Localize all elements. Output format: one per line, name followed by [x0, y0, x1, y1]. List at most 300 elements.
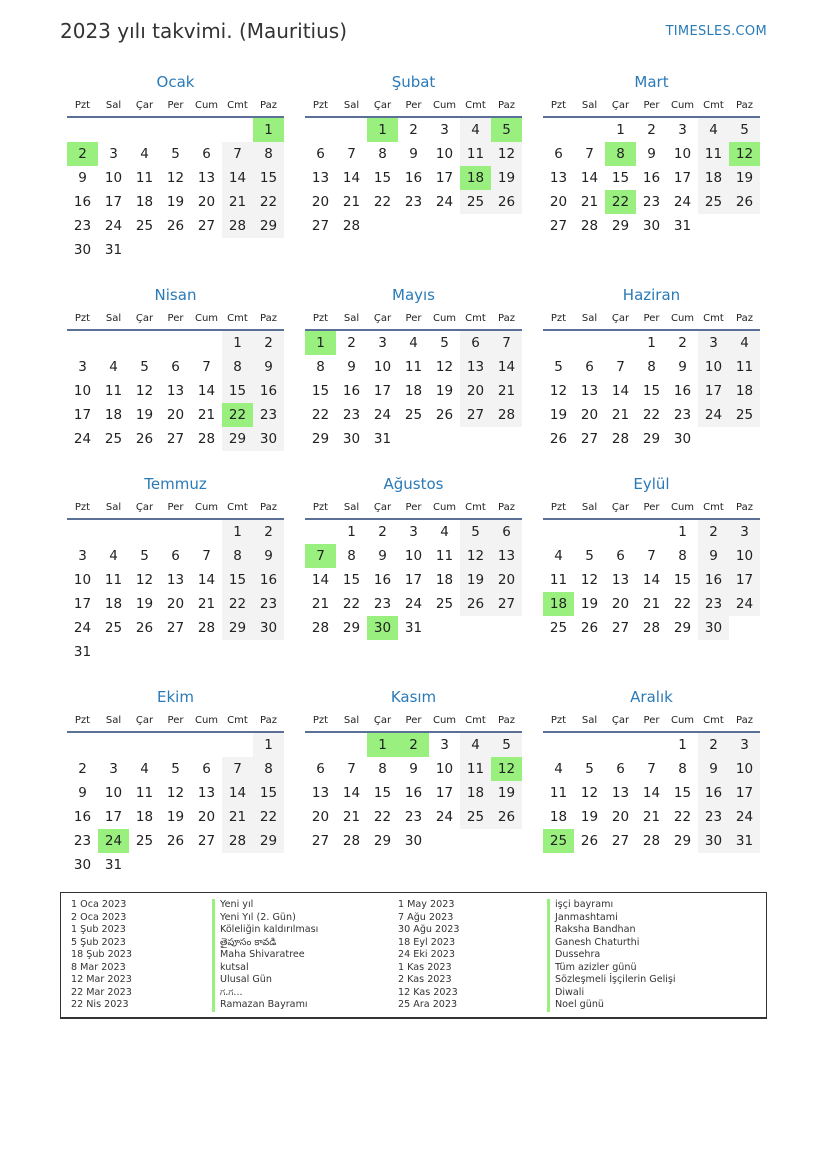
- day[interactable]: 13: [311, 170, 330, 186]
- day[interactable]: 18: [435, 572, 454, 588]
- day[interactable]: 20: [549, 194, 568, 210]
- day[interactable]: 8: [647, 359, 656, 375]
- day[interactable]: 4: [409, 335, 418, 351]
- day[interactable]: 31: [104, 857, 123, 873]
- holiday-day[interactable]: 5: [491, 118, 522, 142]
- day[interactable]: 31: [373, 431, 392, 447]
- day[interactable]: 6: [202, 761, 211, 777]
- day[interactable]: 6: [554, 146, 563, 162]
- day[interactable]: 24: [673, 194, 692, 210]
- day[interactable]: 4: [698, 118, 729, 142]
- day[interactable]: 19: [580, 596, 599, 612]
- day[interactable]: 27: [166, 620, 185, 636]
- day[interactable]: 29: [673, 620, 692, 636]
- day[interactable]: 22: [342, 596, 361, 612]
- day[interactable]: 25: [435, 596, 454, 612]
- day[interactable]: 9: [647, 146, 656, 162]
- day[interactable]: 20: [611, 596, 630, 612]
- day[interactable]: 28: [342, 833, 361, 849]
- day[interactable]: 18: [135, 194, 154, 210]
- day[interactable]: 6: [171, 548, 180, 564]
- day[interactable]: 2: [698, 520, 729, 544]
- day[interactable]: 15: [253, 781, 284, 805]
- day[interactable]: 29: [373, 833, 392, 849]
- day[interactable]: 24: [404, 596, 423, 612]
- day[interactable]: 12: [580, 572, 599, 588]
- day[interactable]: 10: [404, 548, 423, 564]
- day[interactable]: 28: [342, 218, 361, 234]
- day[interactable]: 29: [222, 616, 253, 640]
- day[interactable]: 20: [166, 407, 185, 423]
- day[interactable]: 17: [435, 785, 454, 801]
- day[interactable]: 25: [104, 620, 123, 636]
- day[interactable]: 12: [166, 785, 185, 801]
- day[interactable]: 14: [580, 170, 599, 186]
- day[interactable]: 13: [166, 572, 185, 588]
- day[interactable]: 5: [140, 359, 149, 375]
- brand-link[interactable]: TIMESLES.COM: [665, 24, 767, 39]
- day[interactable]: 29: [311, 431, 330, 447]
- day[interactable]: 19: [135, 407, 154, 423]
- day[interactable]: 3: [109, 761, 118, 777]
- day[interactable]: 15: [311, 383, 330, 399]
- day[interactable]: 31: [73, 644, 92, 660]
- day[interactable]: 8: [678, 761, 687, 777]
- day[interactable]: 17: [673, 170, 692, 186]
- day[interactable]: 26: [580, 833, 599, 849]
- day[interactable]: 3: [378, 335, 387, 351]
- day[interactable]: 31: [404, 620, 423, 636]
- day[interactable]: 26: [460, 592, 491, 616]
- day[interactable]: 2: [409, 122, 418, 138]
- day[interactable]: 18: [135, 809, 154, 825]
- day[interactable]: 1: [222, 331, 253, 355]
- day[interactable]: 17: [104, 809, 123, 825]
- day[interactable]: 13: [166, 383, 185, 399]
- day[interactable]: 7: [347, 146, 356, 162]
- day[interactable]: 6: [171, 359, 180, 375]
- day[interactable]: 26: [580, 620, 599, 636]
- day[interactable]: 19: [580, 809, 599, 825]
- day[interactable]: 4: [460, 118, 491, 142]
- day[interactable]: 28: [580, 218, 599, 234]
- holiday-day[interactable]: 8: [605, 142, 636, 166]
- day[interactable]: 15: [673, 572, 692, 588]
- day[interactable]: 30: [73, 242, 92, 258]
- day[interactable]: 1: [678, 737, 687, 753]
- day[interactable]: 10: [104, 785, 123, 801]
- day[interactable]: 7: [222, 142, 253, 166]
- day[interactable]: 11: [460, 142, 491, 166]
- day[interactable]: 23: [698, 592, 729, 616]
- day[interactable]: 4: [440, 524, 449, 540]
- day[interactable]: 9: [409, 761, 418, 777]
- day[interactable]: 12: [460, 544, 491, 568]
- day[interactable]: 7: [647, 761, 656, 777]
- day[interactable]: 9: [678, 359, 687, 375]
- day[interactable]: 22: [673, 596, 692, 612]
- day[interactable]: 12: [135, 572, 154, 588]
- day[interactable]: 26: [435, 407, 454, 423]
- day[interactable]: 22: [253, 190, 284, 214]
- day[interactable]: 7: [202, 548, 211, 564]
- day[interactable]: 25: [135, 218, 154, 234]
- day[interactable]: 23: [673, 407, 692, 423]
- day[interactable]: 28: [311, 620, 330, 636]
- day[interactable]: 14: [222, 166, 253, 190]
- day[interactable]: 19: [491, 781, 522, 805]
- day[interactable]: 13: [580, 383, 599, 399]
- day[interactable]: 26: [135, 620, 154, 636]
- day[interactable]: 9: [409, 146, 418, 162]
- day[interactable]: 24: [73, 620, 92, 636]
- day[interactable]: 7: [647, 548, 656, 564]
- day[interactable]: 9: [78, 170, 87, 186]
- day[interactable]: 2: [78, 761, 87, 777]
- day[interactable]: 11: [104, 383, 123, 399]
- day[interactable]: 24: [729, 805, 760, 829]
- day[interactable]: 1: [347, 524, 356, 540]
- day[interactable]: 4: [140, 761, 149, 777]
- day[interactable]: 11: [135, 170, 154, 186]
- day[interactable]: 15: [673, 785, 692, 801]
- day[interactable]: 16: [253, 568, 284, 592]
- day[interactable]: 13: [311, 785, 330, 801]
- day[interactable]: 20: [197, 809, 216, 825]
- day[interactable]: 2: [678, 335, 687, 351]
- day[interactable]: 6: [316, 146, 325, 162]
- day[interactable]: 10: [698, 355, 729, 379]
- day[interactable]: 5: [491, 733, 522, 757]
- day[interactable]: 19: [549, 407, 568, 423]
- day[interactable]: 28: [222, 829, 253, 853]
- day[interactable]: 9: [253, 544, 284, 568]
- day[interactable]: 31: [104, 242, 123, 258]
- day[interactable]: 5: [171, 761, 180, 777]
- holiday-day[interactable]: 22: [605, 190, 636, 214]
- day[interactable]: 23: [698, 805, 729, 829]
- day[interactable]: 14: [197, 572, 216, 588]
- day[interactable]: 9: [698, 757, 729, 781]
- holiday-day[interactable]: 1: [367, 118, 398, 142]
- day[interactable]: 12: [435, 359, 454, 375]
- day[interactable]: 24: [435, 194, 454, 210]
- day[interactable]: 25: [460, 190, 491, 214]
- day[interactable]: 12: [491, 142, 522, 166]
- day[interactable]: 10: [673, 146, 692, 162]
- holiday-day[interactable]: 7: [305, 544, 336, 568]
- day[interactable]: 13: [491, 544, 522, 568]
- day[interactable]: 1: [253, 733, 284, 757]
- day[interactable]: 27: [311, 833, 330, 849]
- day[interactable]: 15: [373, 170, 392, 186]
- day[interactable]: 4: [140, 146, 149, 162]
- day[interactable]: 16: [404, 170, 423, 186]
- day[interactable]: 3: [78, 359, 87, 375]
- day[interactable]: 4: [554, 761, 563, 777]
- day[interactable]: 21: [342, 194, 361, 210]
- day[interactable]: 8: [316, 359, 325, 375]
- day[interactable]: 29: [253, 214, 284, 238]
- day[interactable]: 18: [549, 809, 568, 825]
- day[interactable]: 24: [435, 809, 454, 825]
- day[interactable]: 1: [222, 520, 253, 544]
- day[interactable]: 20: [580, 407, 599, 423]
- day[interactable]: 31: [673, 218, 692, 234]
- day[interactable]: 21: [491, 379, 522, 403]
- day[interactable]: 24: [104, 218, 123, 234]
- day[interactable]: 7: [616, 359, 625, 375]
- day[interactable]: 15: [222, 379, 253, 403]
- day[interactable]: 4: [109, 359, 118, 375]
- day[interactable]: 27: [460, 403, 491, 427]
- day[interactable]: 14: [611, 383, 630, 399]
- day[interactable]: 6: [585, 359, 594, 375]
- day[interactable]: 11: [460, 757, 491, 781]
- day[interactable]: 7: [491, 331, 522, 355]
- day[interactable]: 24: [729, 592, 760, 616]
- day[interactable]: 16: [698, 781, 729, 805]
- day[interactable]: 29: [611, 218, 630, 234]
- day[interactable]: 5: [140, 548, 149, 564]
- day[interactable]: 2: [253, 331, 284, 355]
- day[interactable]: 3: [698, 331, 729, 355]
- day[interactable]: 28: [491, 403, 522, 427]
- day[interactable]: 29: [342, 620, 361, 636]
- day[interactable]: 24: [698, 403, 729, 427]
- day[interactable]: 30: [253, 427, 284, 451]
- holiday-day[interactable]: 30: [367, 616, 398, 640]
- day[interactable]: 24: [373, 407, 392, 423]
- day[interactable]: 21: [580, 194, 599, 210]
- day[interactable]: 23: [253, 403, 284, 427]
- day[interactable]: 21: [611, 407, 630, 423]
- day[interactable]: 29: [222, 427, 253, 451]
- day[interactable]: 9: [378, 548, 387, 564]
- day[interactable]: 7: [585, 146, 594, 162]
- day[interactable]: 12: [135, 383, 154, 399]
- day[interactable]: 19: [491, 166, 522, 190]
- day[interactable]: 16: [673, 383, 692, 399]
- day[interactable]: 6: [616, 548, 625, 564]
- day[interactable]: 23: [404, 809, 423, 825]
- day[interactable]: 7: [347, 761, 356, 777]
- day[interactable]: 1: [678, 524, 687, 540]
- day[interactable]: 9: [698, 544, 729, 568]
- day[interactable]: 30: [253, 616, 284, 640]
- day[interactable]: 10: [104, 170, 123, 186]
- day[interactable]: 2: [253, 520, 284, 544]
- day[interactable]: 30: [404, 833, 423, 849]
- day[interactable]: 9: [253, 355, 284, 379]
- day[interactable]: 20: [611, 809, 630, 825]
- day[interactable]: 10: [729, 757, 760, 781]
- day[interactable]: 27: [611, 620, 630, 636]
- day[interactable]: 29: [642, 431, 661, 447]
- day[interactable]: 22: [253, 805, 284, 829]
- day[interactable]: 27: [311, 218, 330, 234]
- day[interactable]: 9: [347, 359, 356, 375]
- day[interactable]: 27: [166, 431, 185, 447]
- day[interactable]: 8: [222, 544, 253, 568]
- day[interactable]: 15: [642, 383, 661, 399]
- day[interactable]: 16: [342, 383, 361, 399]
- day[interactable]: 22: [673, 809, 692, 825]
- day[interactable]: 26: [491, 805, 522, 829]
- day[interactable]: 2: [647, 122, 656, 138]
- day[interactable]: 29: [673, 833, 692, 849]
- day[interactable]: 7: [222, 757, 253, 781]
- day[interactable]: 6: [460, 331, 491, 355]
- day[interactable]: 11: [435, 548, 454, 564]
- day[interactable]: 19: [166, 809, 185, 825]
- day[interactable]: 20: [460, 379, 491, 403]
- day[interactable]: 20: [197, 194, 216, 210]
- day[interactable]: 5: [729, 118, 760, 142]
- day[interactable]: 10: [73, 572, 92, 588]
- holiday-day[interactable]: 12: [729, 142, 760, 166]
- day[interactable]: 20: [311, 809, 330, 825]
- day[interactable]: 23: [373, 596, 392, 612]
- day[interactable]: 20: [491, 568, 522, 592]
- day[interactable]: 3: [109, 146, 118, 162]
- day[interactable]: 3: [78, 548, 87, 564]
- day[interactable]: 23: [342, 407, 361, 423]
- day[interactable]: 16: [373, 572, 392, 588]
- holiday-day[interactable]: 18: [460, 166, 491, 190]
- holiday-day[interactable]: 12: [491, 757, 522, 781]
- day[interactable]: 14: [197, 383, 216, 399]
- day[interactable]: 13: [197, 170, 216, 186]
- holiday-day[interactable]: 24: [98, 829, 129, 853]
- day[interactable]: 20: [311, 194, 330, 210]
- day[interactable]: 14: [642, 785, 661, 801]
- day[interactable]: 26: [549, 431, 568, 447]
- day[interactable]: 19: [166, 194, 185, 210]
- day[interactable]: 27: [611, 833, 630, 849]
- day[interactable]: 11: [549, 572, 568, 588]
- day[interactable]: 4: [729, 331, 760, 355]
- day[interactable]: 28: [642, 833, 661, 849]
- day[interactable]: 27: [549, 218, 568, 234]
- day[interactable]: 15: [373, 785, 392, 801]
- day[interactable]: 18: [460, 781, 491, 805]
- day[interactable]: 5: [171, 146, 180, 162]
- day[interactable]: 21: [197, 596, 216, 612]
- day[interactable]: 13: [197, 785, 216, 801]
- day[interactable]: 8: [253, 757, 284, 781]
- day[interactable]: 13: [611, 572, 630, 588]
- day[interactable]: 3: [678, 122, 687, 138]
- holiday-day[interactable]: 22: [222, 403, 253, 427]
- day[interactable]: 25: [698, 190, 729, 214]
- day[interactable]: 17: [435, 170, 454, 186]
- day[interactable]: 28: [642, 620, 661, 636]
- day[interactable]: 22: [642, 407, 661, 423]
- day[interactable]: 30: [698, 616, 729, 640]
- day[interactable]: 16: [73, 194, 92, 210]
- day[interactable]: 19: [135, 596, 154, 612]
- day[interactable]: 27: [580, 431, 599, 447]
- day[interactable]: 2: [347, 335, 356, 351]
- day[interactable]: 29: [253, 829, 284, 853]
- holiday-day[interactable]: 2: [398, 733, 429, 757]
- day[interactable]: 2: [698, 733, 729, 757]
- day[interactable]: 4: [554, 548, 563, 564]
- day[interactable]: 6: [616, 761, 625, 777]
- day[interactable]: 10: [373, 359, 392, 375]
- day[interactable]: 12: [166, 170, 185, 186]
- day[interactable]: 17: [73, 596, 92, 612]
- day[interactable]: 11: [135, 785, 154, 801]
- day[interactable]: 17: [729, 781, 760, 805]
- day[interactable]: 21: [311, 596, 330, 612]
- day[interactable]: 6: [316, 761, 325, 777]
- day[interactable]: 21: [342, 809, 361, 825]
- day[interactable]: 5: [440, 335, 449, 351]
- day[interactable]: 25: [104, 431, 123, 447]
- day[interactable]: 2: [378, 524, 387, 540]
- day[interactable]: 14: [311, 572, 330, 588]
- day[interactable]: 22: [222, 592, 253, 616]
- day[interactable]: 22: [373, 809, 392, 825]
- day[interactable]: 26: [166, 218, 185, 234]
- day[interactable]: 16: [698, 568, 729, 592]
- day[interactable]: 25: [460, 805, 491, 829]
- day[interactable]: 8: [347, 548, 356, 564]
- day[interactable]: 30: [642, 218, 661, 234]
- day[interactable]: 13: [549, 170, 568, 186]
- day[interactable]: 11: [549, 785, 568, 801]
- day[interactable]: 18: [729, 379, 760, 403]
- day[interactable]: 17: [73, 407, 92, 423]
- day[interactable]: 5: [585, 548, 594, 564]
- day[interactable]: 7: [202, 359, 211, 375]
- day[interactable]: 18: [404, 383, 423, 399]
- day[interactable]: 3: [729, 520, 760, 544]
- day[interactable]: 10: [73, 383, 92, 399]
- day[interactable]: 4: [460, 733, 491, 757]
- day[interactable]: 30: [673, 431, 692, 447]
- day[interactable]: 19: [729, 166, 760, 190]
- day[interactable]: 16: [253, 379, 284, 403]
- day[interactable]: 10: [435, 146, 454, 162]
- day[interactable]: 11: [404, 359, 423, 375]
- day[interactable]: 18: [104, 596, 123, 612]
- day[interactable]: 31: [729, 829, 760, 853]
- day[interactable]: 26: [491, 190, 522, 214]
- day[interactable]: 26: [729, 190, 760, 214]
- day[interactable]: 8: [678, 548, 687, 564]
- day[interactable]: 28: [197, 620, 216, 636]
- holiday-day[interactable]: 1: [253, 118, 284, 142]
- day[interactable]: 14: [222, 781, 253, 805]
- day[interactable]: 23: [253, 592, 284, 616]
- holiday-day[interactable]: 1: [305, 331, 336, 355]
- day[interactable]: 16: [73, 809, 92, 825]
- day[interactable]: 21: [642, 596, 661, 612]
- holiday-day[interactable]: 1: [367, 733, 398, 757]
- day[interactable]: 14: [342, 170, 361, 186]
- day[interactable]: 28: [611, 431, 630, 447]
- holiday-day[interactable]: 2: [67, 142, 98, 166]
- day[interactable]: 23: [73, 218, 92, 234]
- day[interactable]: 22: [373, 194, 392, 210]
- day[interactable]: 15: [253, 166, 284, 190]
- day[interactable]: 18: [698, 166, 729, 190]
- day[interactable]: 30: [73, 857, 92, 873]
- day[interactable]: 23: [73, 833, 92, 849]
